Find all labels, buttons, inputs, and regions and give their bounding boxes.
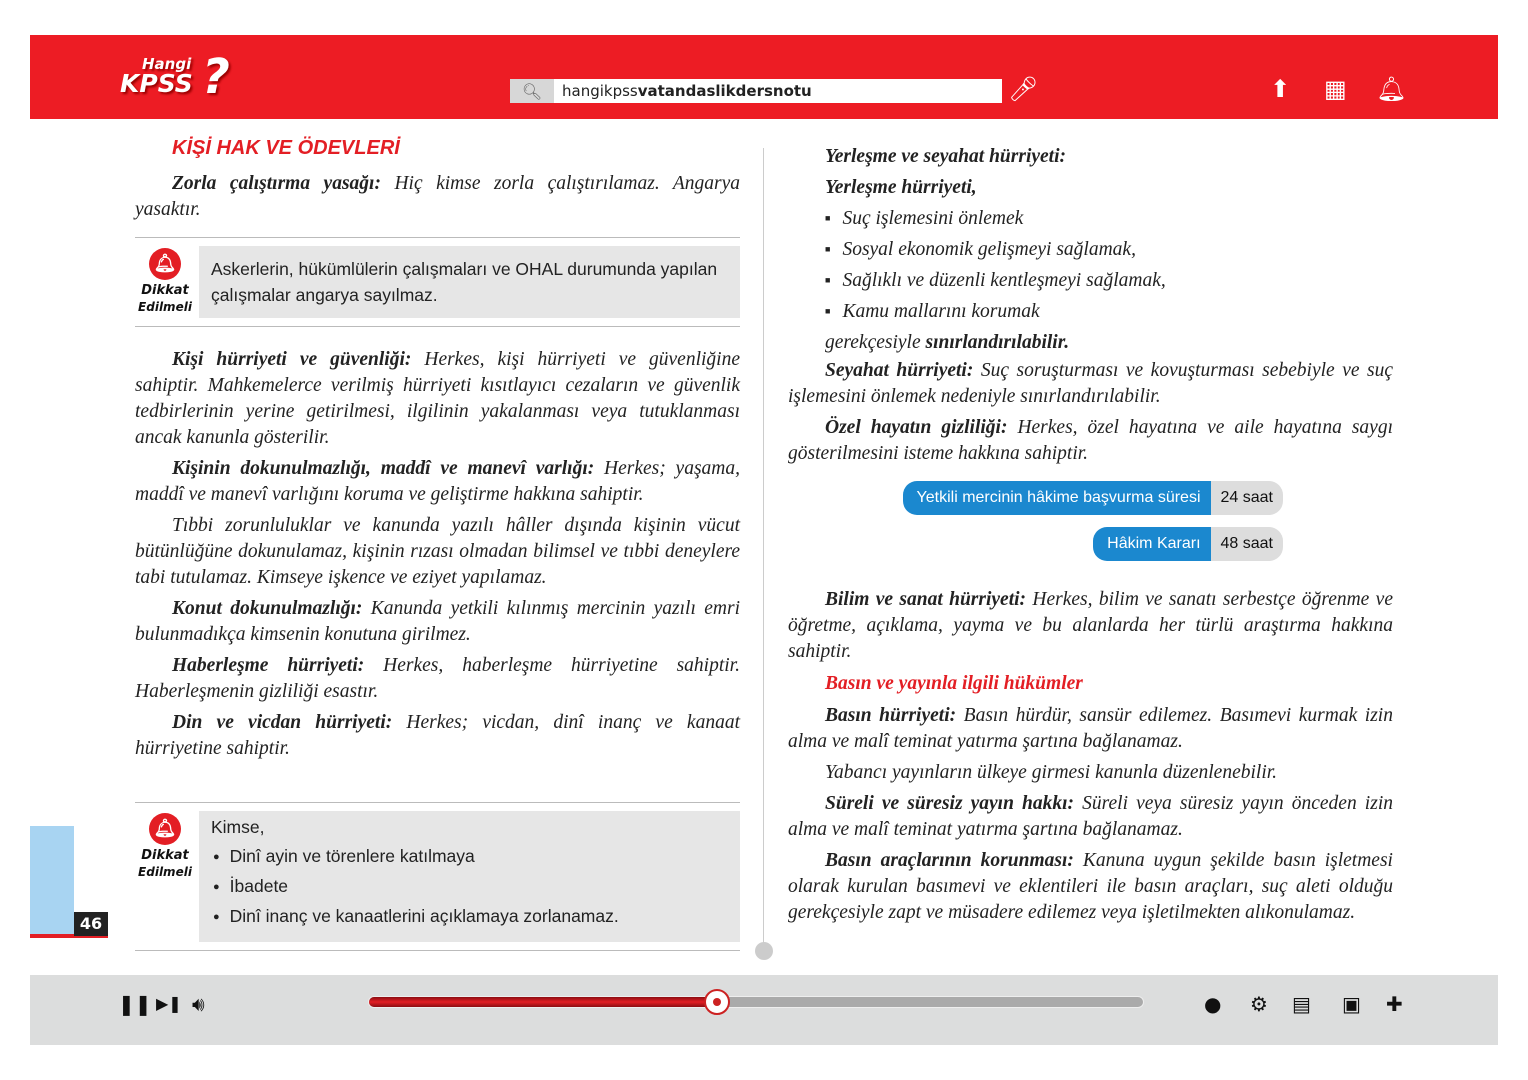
paragraph: Haberleşme hürriyeti: Herkes, haberleşme hürriyetine sahiptir. Haberleşmenin gizliliği esastır. <box>135 655 740 702</box>
page-tab <box>30 826 74 936</box>
miniplayer-icon[interactable]: ▣ <box>1342 992 1361 1016</box>
paragraph: Konut dokunulmazlığı: Kanunda yetkili kılınmış mercinin yazılı emri bulunmadıkça kimsenin konutuna girilmez. <box>135 598 740 645</box>
list-item: ● Dinî ayin ve törenlere katılmaya <box>211 842 728 872</box>
left-page <box>135 135 740 965</box>
next-icon[interactable]: ▶❚ <box>156 994 182 1013</box>
bell-icon: 🔔︎ <box>149 248 181 280</box>
paragraph: Tıbbi zorunluluklar ve kanunda yazılı hâller dışında kişinin vücut bütünlüğüne dokunulamaz, kişinin rızası olmadan bilimsel ve tıbbi deneylere tabi tutulamaz. Kimseye işkence ve eziyet yapılamaz. <box>135 515 740 588</box>
subheading: Basın ve yayınla ilgili hükümler <box>825 673 1083 694</box>
paragraph: Kişinin dokunulmazlığı, maddî ve manevî varlığı: Herkes; yaşama, maddî ve manevî varlığını koruma ve geliştirme hakkına sahiptir. <box>135 458 740 505</box>
bell-icon: 🔔︎ <box>149 813 181 845</box>
search-icon[interactable]: 🔍︎ <box>510 79 554 103</box>
paragraph: Seyahat hürriyeti: Suç soruşturması ve kovuşturması sebebiyle ve suç işlemesini önlemek nedeniyle sınırlandırılabilir. <box>788 360 1393 407</box>
info-pill: Hâkim Kararı 48 saat <box>788 527 1283 561</box>
list-item: ■ Kamu mallarını korumak <box>825 296 1393 327</box>
volume-icon[interactable]: 🔊︎ <box>192 992 205 1016</box>
list-item: ● İbadete <box>211 872 728 902</box>
logo[interactable]: Hangi KPSS ? <box>120 49 230 105</box>
attention-note: 🔔︎ Dikkat Edilmeli Askerlerin, hükümlülerin çalışmaları ve OHAL durumunda yapılan çalışmalar angarya sayılmaz. <box>135 237 740 327</box>
restriction-list <box>825 203 1393 327</box>
paragraph: Bilim ve sanat hürriyeti: Herkes, bilim ve sanatı serbestçe öğrenme ve öğretme, açıklama, yayma ve bu alanlarda her türlü araştırma hakkına sahiptir. <box>788 589 1393 662</box>
paragraph: Din ve vicdan hürriyeti: Herkes; vicdan, dinî inanç ve kanaat hürriyetine sahiptir. <box>135 712 740 759</box>
gear-icon[interactable]: ⚙︎ <box>1250 992 1268 1016</box>
list-item: ■ Sosyal ekonomik gelişmeyi sağlamak, <box>825 234 1393 265</box>
info-pill: Yetkili mercinin hâkime başvurma süresi 24 saat <box>788 481 1283 515</box>
paragraph: Yabancı yayınların ülkeye girmesi kanunla düzenlenebilir. <box>825 762 1278 783</box>
list-item: ■ Sağlıklı ve düzenli kentleşmeyi sağlamak, <box>825 265 1393 296</box>
paragraph: Süreli ve süresiz yayın hakkı: Süreli veya süresiz yayın önceden izin alma ve malî teminat yatırma şartına bağlanamaz. <box>788 793 1393 840</box>
list-item: ● Dinî inanç ve kanaatlerini açıklamaya zorlanamaz. <box>211 902 728 932</box>
progress-thumb[interactable] <box>704 989 730 1015</box>
fullscreen-exit-icon[interactable]: ✚ <box>1386 992 1403 1016</box>
paragraph: Basın hürriyeti: Basın hürdür, sansür edilemez. Basımevi kurmak izin alma ve malî teminat yatırma şartına bağlanamaz. <box>788 705 1393 752</box>
subtitles-icon[interactable]: ▤ <box>1292 992 1311 1016</box>
paragraph: Zorla çalıştırma yasağı: Hiç kimse zorla çalıştırılamaz. Angarya yasaktır. <box>135 173 740 220</box>
divider-knob <box>755 942 773 960</box>
microphone-icon[interactable]: 🎤︎ <box>1008 75 1039 103</box>
progress-bar[interactable] <box>368 996 1144 1008</box>
top-bar <box>30 35 1498 119</box>
pause-icon[interactable]: ❚❚ <box>118 992 152 1016</box>
list-item: ■ Suç işlemesini önlemek <box>825 203 1393 234</box>
grid-icon[interactable]: ▦ <box>1324 75 1347 103</box>
paragraph: Kişi hürriyeti ve güvenliği: Herkes, kişi hürriyeti ve güvenliğine sahiptir. Mahkemelerce verilmiş hürriyeti kısıtlayıcı cezaların ve güvenlik tedbirlerinin yerine getirilmesi, ilgilinin yakalanması veya tutuklanması ancak kanunla gösterilir. <box>135 349 740 448</box>
attention-note: 🔔︎ Dikkat Edilmeli Kimse, ● Dinî ayin ve törenlere katılmaya ● İbadete ● Dinî inanç ve kanaatlerini açıklamaya zorlanamaz. <box>135 802 740 951</box>
page-number: 46 <box>74 912 108 936</box>
search-input[interactable]: 🔍︎ hangikpssvatandaslikdersnotu <box>510 79 1002 103</box>
paragraph: Basın araçlarının korunması: Kanuna uygun şekilde basın işletmesi olarak kurulan basımevi ve eklentileri ile basın araçları, suç aleti olduğu gerekçesiyle zapt ve müsadere edilemez veya işletilmekten alıkonulamaz. <box>788 850 1393 923</box>
bell-icon[interactable]: 🔔︎ <box>1376 75 1407 103</box>
upload-icon[interactable]: ⬆︎ <box>1270 75 1291 103</box>
autoplay-toggle-icon[interactable]: ●︎ <box>1204 992 1222 1016</box>
column-divider <box>763 148 764 948</box>
section-title: KİŞİ HAK VE ÖDEVLERİ <box>172 137 400 159</box>
paragraph: Özel hayatın gizliliği: Herkes, özel hayatına ve aile hayatına saygı gösterilmesini isteme hakkına sahiptir. <box>788 417 1393 464</box>
progress-fill <box>369 997 717 1007</box>
right-page: Yerleşme ve seyahat hürriyeti: Yerleşme hürriyeti, ■ Suç işlemesini önlemek ■ Sosyal ekonomik gelişmeyi sağlamak, ■ Sağlıklı ve düzenli kentleşmeyi sağlamak, ■ Kamu mallarını korumak gerekçesiyle sınırlandırılabilir. Seyahat hürriyeti: Suç soruşturması ve kovuşturması sebebiyle ve suç işlemesini önlemek nedeniyle sınırlandırılabilir. Özel hayatın gizliliği: Herkes, özel hayatına ve aile hayatına saygı gösterilmesini isteme hakkına sahiptir. Yetkili mercinin hâkime başvurma süresi 24 saat Hâkim Kararı 48 saat Bilim ve sanat hürriyeti: Herkes, bilim ve sanatı serbestçe öğrenme ve öğretme, açıklama, yayma ve bu alanlarda her türlü araştırma hakkına sahiptir. Basın ve yayınla ilgili hükümler Basın hürriyeti: Basın hürdür, sansür edilemez. Basımevi kurmak izin alma ve malî teminat yatırma şartına bağlanamaz. Yabancı yayınların ülkeye girmesi kanunla düzenlenebilir. Süreli ve süresiz yayın hakkı: Süreli veya süresiz yayın önceden izin alma ve malî teminat yatırma şartına bağlanamaz. Basın araçlarının korunması: Kanuna uygun şekilde basın işletmesi olarak kurulan basımevi ve eklentileri ile basın araçları, suç aleti olduğu gerekçesiyle zapt ve müsadere edilemez veya işletilmekten alıkonulamaz. <box>788 141 1393 931</box>
player-controls <box>30 975 1498 1045</box>
